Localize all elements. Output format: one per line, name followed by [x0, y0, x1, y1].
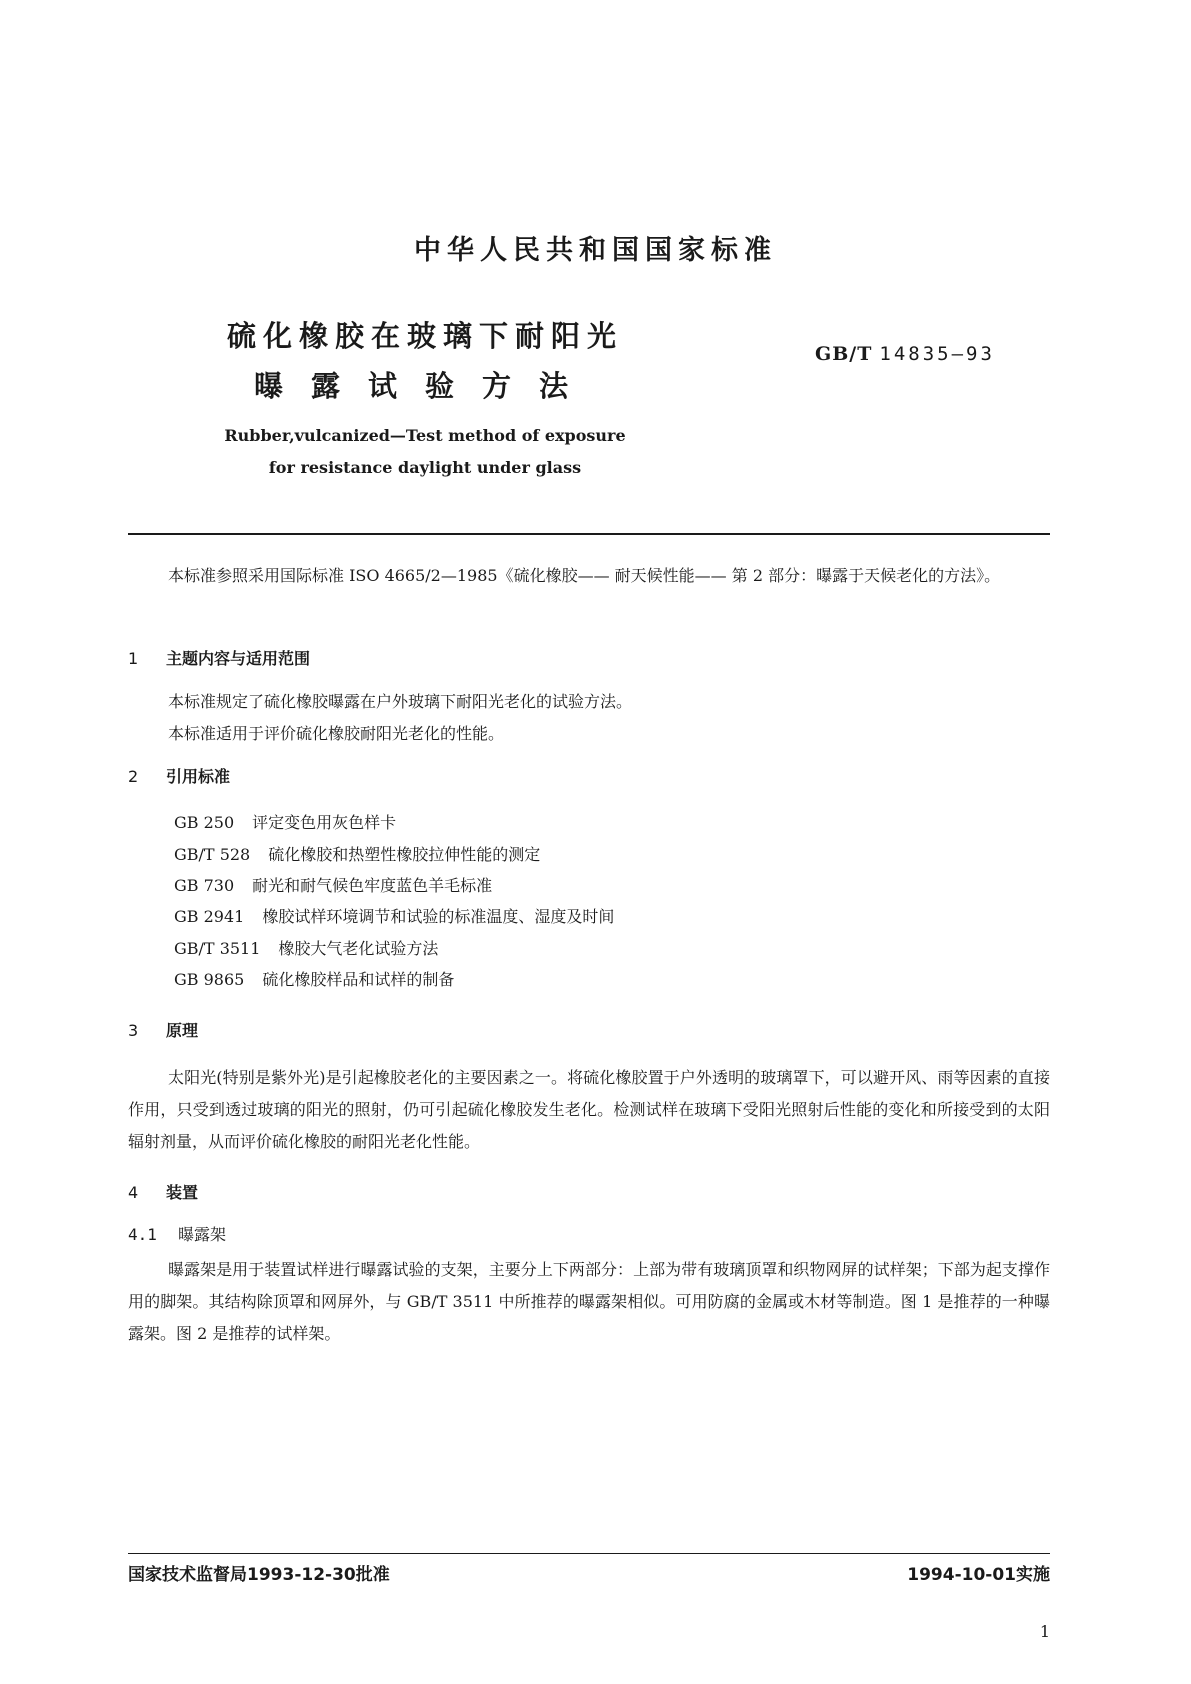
header-divider [128, 533, 1050, 535]
intro-paragraph: 本标准参照采用国际标准 ISO 4665/2—1985《硫化橡胶—— 耐天候性能—— 第 2 部分：曝露于天候老化的方法》。 [168, 566, 1001, 585]
subsection-title: 曝露架 [178, 1225, 227, 1244]
reference-item [174, 936, 438, 959]
title-en-line2: for resistance daylight under glass [268, 458, 582, 477]
reference-code: GB/T 3511 [174, 939, 261, 958]
reference-item [174, 967, 454, 990]
section-heading-4 [128, 1180, 198, 1203]
standard-code-prefix: GB/T [815, 343, 873, 365]
reference-code: GB 9865 [174, 970, 245, 989]
reference-item [174, 810, 396, 833]
section-number: 2 [128, 767, 139, 786]
section-number: 1 [128, 649, 139, 668]
reference-item [174, 873, 492, 896]
approval-date: 国家技术监督局1993-12-30批准 [128, 1565, 390, 1585]
section-heading-1 [128, 646, 310, 669]
section-1-paragraph-1: 本标准规定了硫化橡胶曝露在户外玻璃下耐阳光老化的试验方法。 [168, 692, 633, 711]
section-3-paragraph: 太阳光(特别是紫外光)是引起橡胶老化的主要因素之一。将硫化橡胶置于户外透明的玻璃罩下，可以避开风、雨等因素的直接作用，只受到透过玻璃的阳光的照射，仍可引起硫化橡胶发生老化。检测试样在玻璃下受阳光照射后性能的变化和所接受到的太阳辐射剂量，从而评价硫化橡胶的耐阳光老化性能。 [128, 1068, 1050, 1151]
national-standard-heading: 中华人民共和国国家标准 [414, 235, 777, 266]
reference-item [174, 842, 540, 865]
subsection-number: 4.1 [128, 1225, 157, 1244]
footer-divider [128, 1553, 1050, 1554]
standard-code [815, 343, 995, 365]
title-cn-line2: 曝露试验方法 [253, 369, 596, 403]
section-heading-3 [128, 1018, 198, 1041]
section-title: 引用标准 [166, 767, 231, 786]
reference-title: 橡胶试样环境调节和试验的标准温度、湿度及时间 [262, 907, 615, 926]
reference-title: 硫化橡胶样品和试样的制备 [262, 970, 455, 989]
section-heading-2 [128, 764, 230, 787]
reference-code: GB 2941 [174, 907, 245, 926]
section-title: 主题内容与适用范围 [166, 649, 311, 668]
section-number: 4 [128, 1183, 139, 1202]
section-title: 装置 [166, 1183, 199, 1202]
reference-title: 橡胶大气老化试验方法 [278, 939, 439, 958]
title-cn-line1: 硫化橡胶在玻璃下耐阳光 [226, 319, 623, 353]
reference-title: 硫化橡胶和热塑性橡胶拉伸性能的测定 [268, 845, 541, 864]
reference-title: 评定变色用灰色样卡 [252, 813, 397, 832]
reference-code: GB 730 [174, 876, 235, 895]
page-number: 1 [1039, 1622, 1050, 1641]
reference-item [174, 904, 614, 927]
section-number: 3 [128, 1021, 139, 1040]
section-1-paragraph-2: 本标准适用于评价硫化橡胶耐阳光老化的性能。 [168, 724, 505, 743]
standard-code-number: 14835—93 [879, 343, 995, 365]
reference-title: 耐光和耐气候色牢度蓝色羊毛标准 [252, 876, 493, 895]
subsection-heading-4-1 [128, 1222, 226, 1245]
implementation-date: 1994-10-01实施 [907, 1565, 1050, 1585]
title-en-line1: Rubber,vulcanized—Test method of exposure [224, 426, 626, 445]
reference-code: GB 250 [174, 813, 235, 832]
section-4-1-paragraph: 曝露架是用于装置试样进行曝露试验的支架，主要分上下两部分：上部为带有玻璃顶罩和织物网屏的试样架；下部为起支撑作用的脚架。其结构除顶罩和网屏外，与 GB/T 3511 中所推荐的曝露架相似。可用防腐的金属或木材等制造。图 1 是推荐的一种曝露架。图 2 是推荐的试样架。 [128, 1260, 1050, 1343]
section-title: 原理 [166, 1021, 199, 1040]
reference-code: GB/T 528 [174, 845, 251, 864]
